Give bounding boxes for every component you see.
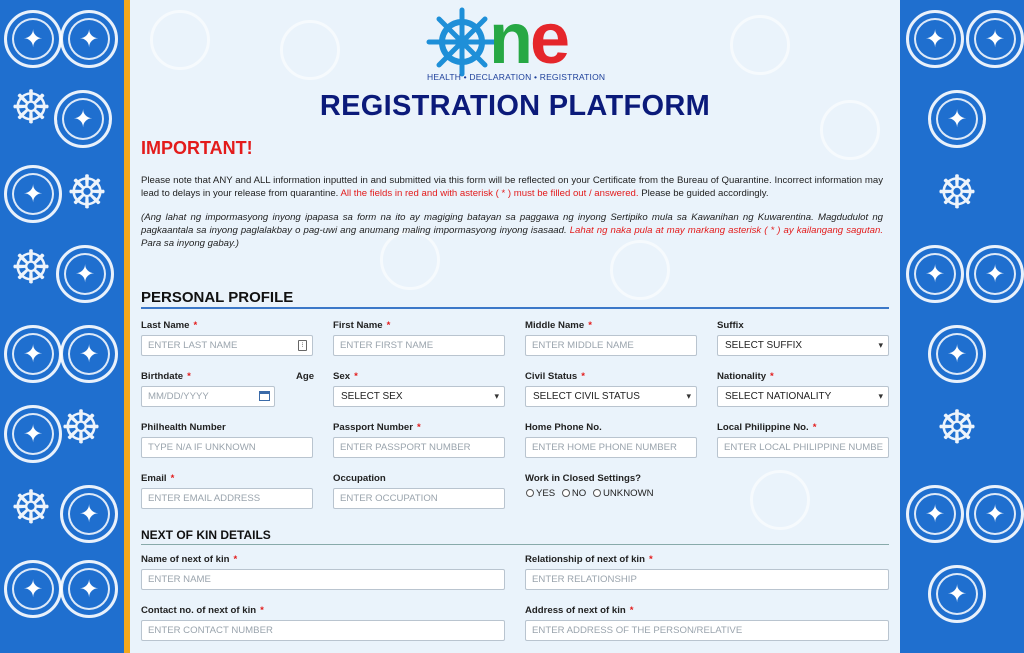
ship-wheel-icon: ☸ [936,166,978,218]
left-background-pattern [0,0,124,653]
watermark-seal-icon [280,20,340,80]
doh-seal-icon [906,485,964,543]
page-title: REGISTRATION PLATFORM [319,90,711,122]
calendar-icon[interactable] [259,391,270,401]
doh-seal-icon [4,165,62,223]
doh-seal-icon [928,325,986,383]
local-phone-label: Local Philippine No. * [717,422,817,433]
watermark-seal-icon [730,15,790,75]
chevron-down-icon: ▾ [494,391,499,401]
suffix-label: Suffix [717,320,744,331]
home-phone-label: Home Phone No. [525,422,602,433]
notice-english: Please note that ANY and ALL information inputted in and submitted via this form will be reflected on your Certificate from the Bureau of Quarantine. Incorrect information may lead to delays in your release from quarantine. All the fields in red and with asterisk ( * ) must be filled out / answered. Please be guided accordingly. [141,175,883,199]
ship-wheel-icon: ☸ [10,81,52,133]
sex-label: Sex * [333,371,358,382]
last-name-input[interactable]: ENTER LAST NAME ⁝ [141,335,313,356]
ship-wheel-icon: ☸ [66,166,108,218]
doh-seal-icon [54,90,112,148]
suffix-select[interactable]: SELECT SUFFIX ▾ [717,335,889,356]
radio-unknown[interactable] [593,489,601,497]
first-name-input[interactable]: ENTER FIRST NAME [333,335,505,356]
civil-status-label: Civil Status * [525,371,585,382]
registration-panel [130,0,900,653]
occupation-input[interactable]: ENTER OCCUPATION [333,488,505,509]
doh-seal-icon [60,325,118,383]
birthdate-label: Birthdate * [141,371,191,382]
home-phone-input[interactable]: ENTER HOME PHONE NUMBER [525,437,697,458]
ship-wheel-icon: ☸ [936,401,978,453]
chevron-down-icon: ▾ [686,391,691,401]
ship-wheel-logo-icon [425,6,499,78]
doh-seal-icon [928,90,986,148]
passport-label: Passport Number * [333,422,421,433]
occupation-label: Occupation [333,473,386,484]
next-of-kin-heading: NEXT OF KIN DETAILS [141,528,271,542]
doh-seal-icon [928,565,986,623]
radio-no[interactable] [562,489,570,497]
kin-contact-input[interactable]: ENTER CONTACT NUMBER [141,620,505,641]
kin-contact-label: Contact no. of next of kin * [141,605,264,616]
doh-seal-icon [60,560,118,618]
contact-card-icon: ⁝ [298,340,307,351]
kin-address-input[interactable]: ENTER ADDRESS OF THE PERSON/RELATIVE [525,620,889,641]
doh-seal-icon [4,560,62,618]
kin-relationship-input[interactable]: ENTER RELATIONSHIP [525,569,889,590]
doh-seal-icon [4,10,62,68]
section-divider [141,544,889,545]
philhealth-input[interactable]: TYPE N/A IF UNKNOWN [141,437,313,458]
radio-yes[interactable] [526,489,534,497]
nationality-label: Nationality * [717,371,774,382]
doh-seal-icon [906,10,964,68]
doh-seal-icon [60,10,118,68]
email-input[interactable]: ENTER EMAIL ADDRESS [141,488,313,509]
doh-seal-icon [56,245,114,303]
logo-tagline: HEALTH • DECLARATION • REGISTRATION [427,72,606,82]
kin-name-input[interactable]: ENTER NAME [141,569,505,590]
chevron-down-icon: ▾ [878,340,883,350]
ship-wheel-icon: ☸ [10,241,52,293]
closed-settings-label: Work in Closed Settings? [525,473,642,484]
notice-tagalog: (Ang lahat ng impormasyong inyong ipapasa sa form na ito ay magiging batayan sa paggawa ng inyong Sertipiko mula sa Kawanihan ng Kuwarentina. Magdudulot ng pagkaantala sa inyong paglalakbay o pag-uwi ang anumang maling impormasyong inyong isasaad. Lahat ng naka pula at may markang asterisk ( * ) ay kailangang sagutan. Para sa inyong gabay.) [141,212,884,249]
middle-name-label: Middle Name * [525,320,592,331]
nationality-select[interactable]: SELECT NATIONALITY ▾ [717,386,889,407]
doh-seal-icon [966,485,1024,543]
doh-seal-icon [906,245,964,303]
section-divider [141,307,889,309]
middle-name-input[interactable]: ENTER MIDDLE NAME [525,335,697,356]
first-name-label: First Name * [333,320,391,331]
doh-seal-icon [966,10,1024,68]
birthdate-input[interactable]: MM/DD/YYYY [141,386,275,407]
important-heading: IMPORTANT! [141,138,253,158]
local-phone-input[interactable]: ENTER LOCAL PHILIPPINE NUMBE [717,437,889,458]
right-background-pattern [900,0,1024,653]
civil-status-select[interactable]: SELECT CIVIL STATUS ▾ [525,386,697,407]
ship-wheel-icon: ☸ [60,401,102,453]
watermark-seal-icon [150,10,210,70]
one-logo [425,0,606,82]
kin-address-label: Address of next of kin * [525,605,634,616]
chevron-down-icon: ▾ [878,391,883,401]
philhealth-label: Philhealth Number [141,422,226,433]
closed-settings-radio-group: YES NO UNKNOWN [526,488,658,499]
kin-relationship-label: Relationship of next of kin * [525,554,653,565]
doh-seal-icon [60,485,118,543]
logo-wordmark: ne [489,0,568,79]
personal-profile-heading: PERSONAL PROFILE [141,289,294,306]
kin-name-label: Name of next of kin * [141,554,238,565]
doh-seal-icon [4,405,62,463]
age-label: Age [296,371,315,382]
email-label: Email * [141,473,175,484]
doh-seal-icon [4,325,62,383]
sex-select[interactable]: SELECT SEX ▾ [333,386,505,407]
ship-wheel-icon: ☸ [10,481,52,533]
passport-input[interactable]: ENTER PASSPORT NUMBER [333,437,505,458]
last-name-label: Last Name * [141,320,198,331]
watermark-seal-icon [750,470,810,530]
doh-seal-icon [966,245,1024,303]
